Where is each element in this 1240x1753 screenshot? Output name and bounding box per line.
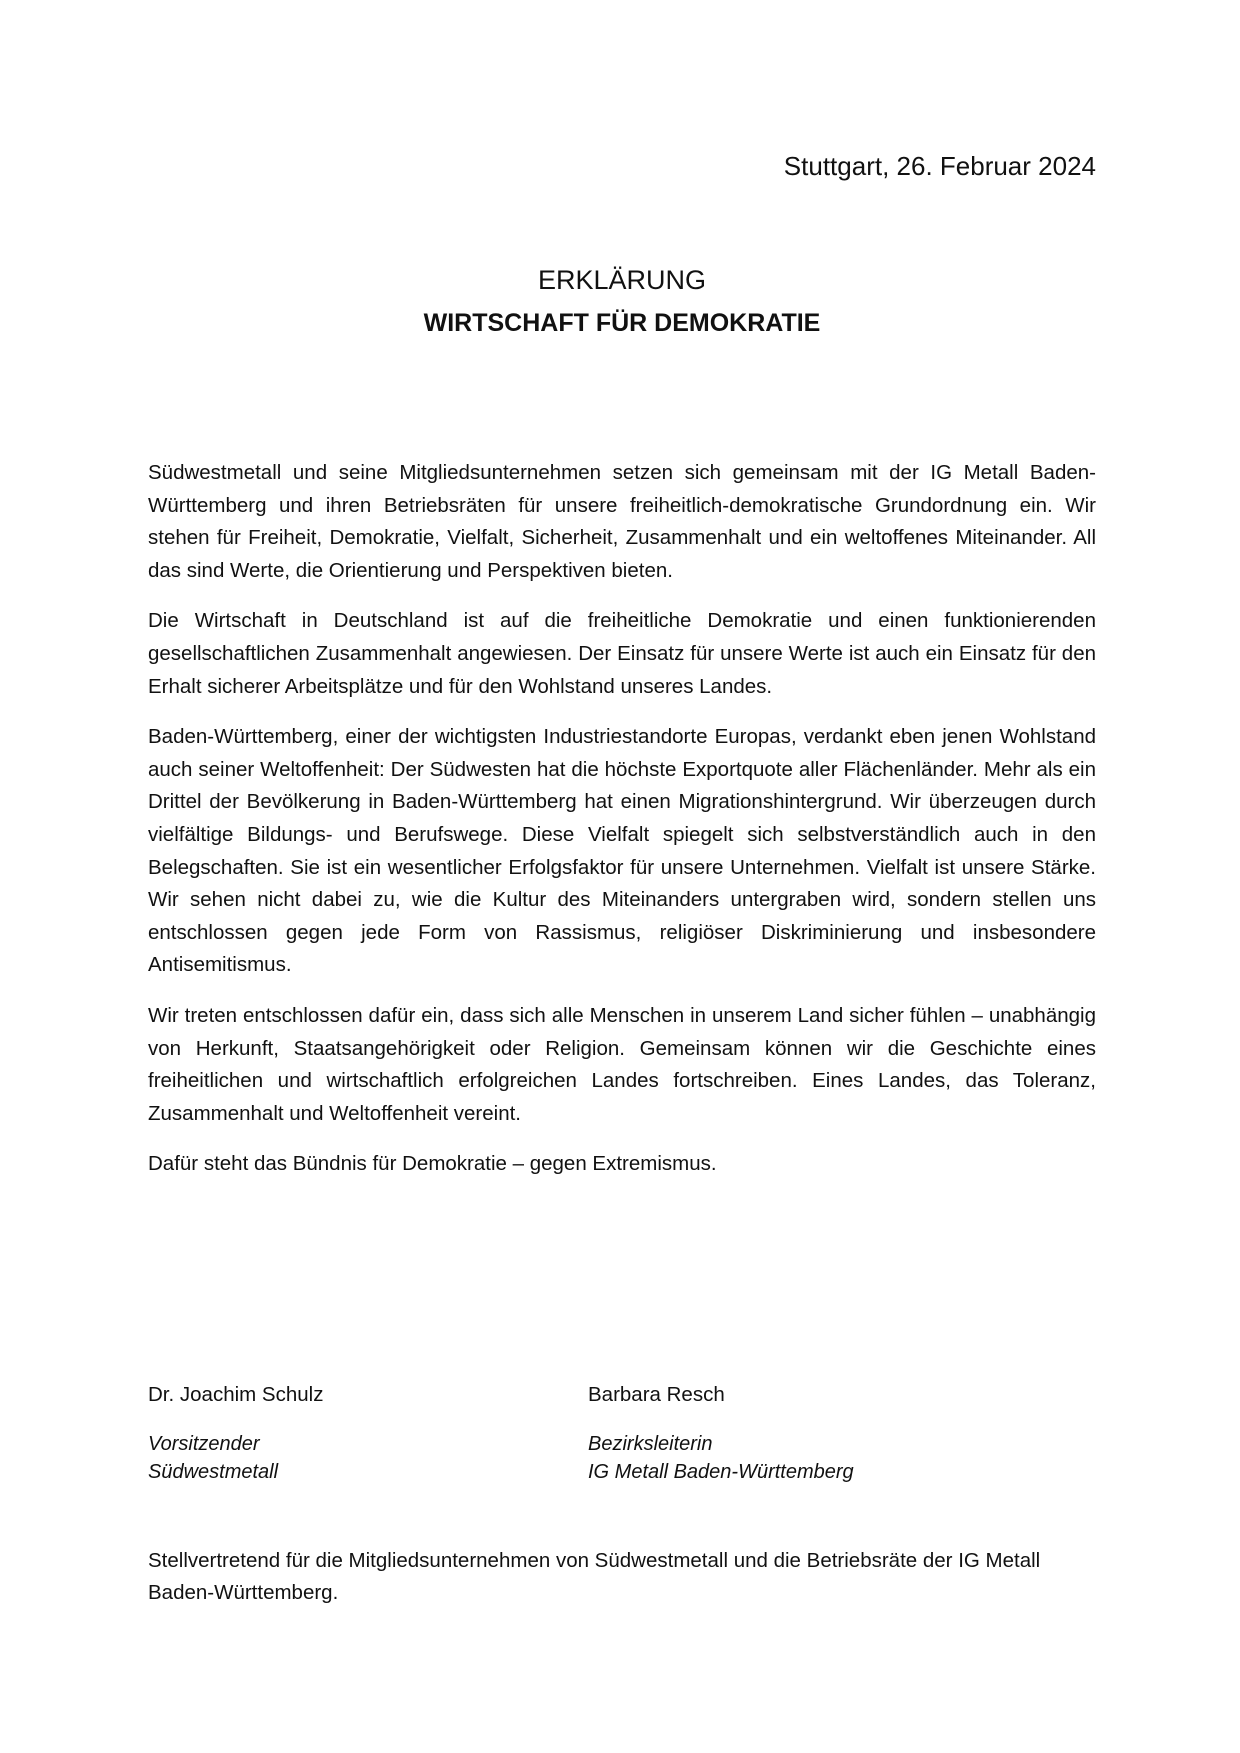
signatory-role: Vorsitzender	[148, 1433, 260, 1455]
body-paragraph: Dafür steht das Bündnis für Demokratie – gegen Extremismus.	[148, 1152, 717, 1176]
document-footer: Stellvertretend für die Mitgliedsunternehmen von Südwestmetall und die Betriebsräte der IG Metall Baden-Württemberg.	[148, 1549, 1041, 1604]
document-body	[148, 457, 1096, 1199]
signatory-left	[148, 1380, 568, 1486]
signatory-organization: IG Metall Baden-Württemberg	[588, 1461, 854, 1483]
signatory-name: Dr. Joachim Schulz	[148, 1383, 324, 1406]
body-paragraph: Wir treten entschlossen dafür ein, dass sich alle Menschen in unserem Land sicher fühlen – unabhängig von Herkunft, Staatsangehörigkeit oder Religion. Gemeinsam können wir die Geschichte eines freiheitlichen und wirtschaftlich erfolgreichen Landes fortschreiben. Eines Landes, das Toleranz, Zusammenhalt und Weltoffenheit vereint.	[148, 1003, 1096, 1125]
signatory-organization: Südwestmetall	[148, 1461, 279, 1483]
document-date: Stuttgart, 26. Februar 2024	[783, 151, 1096, 181]
document-heading-title: WIRTSCHAFT FÜR DEMOKRATIE	[423, 309, 821, 337]
document-heading-kicker: ERKLÄRUNG	[537, 265, 707, 295]
body-paragraph: Südwestmetall und seine Mitgliedsunternehmen setzen sich gemeinsam mit der IG Metall Baden-Württemberg und ihren Betriebsräten für unsere freiheitlich-demokratische Grundordnung ein. Wir stehen für Freiheit, Demokratie, Vielfalt, Sicherheit, Zusammenhalt und ein weltoffenes Miteinander. All das sind Werte, die Orientierung und Perspektiven bieten.	[148, 461, 1096, 582]
signature-block	[148, 1380, 1096, 1500]
signatory-name: Barbara Resch	[588, 1383, 725, 1406]
signatory-role: Bezirksleiterin	[588, 1433, 713, 1455]
body-paragraph: Baden-Württemberg, einer der wichtigsten Industriestandorte Europas, verdankt eben jenen Wohlstand auch seiner Weltoffenheit: Der Südwesten hat die höchste Exportquote aller Flächenländer. Mehr als ein Drittel der Bevölkerung in Baden-Württemberg hat einen Migrationshintergrund. Wir überzeugen durch vielfältige Bildungs- und Berufswege. Diese Vielfalt spiegelt sich selbstverständlich auch in den Belegschaften. Sie ist ein wesentlicher Erfolgsfaktor für unsere Unternehmen. Vielfalt ist unsere Stärke. Wir sehen nicht dabei zu, wie die Kultur des Miteinanders untergraben wird, sondern stellen uns entschlossen gegen jede Form von Rassismus, religiöser Diskriminierung und insbesondere Antisemitismus.	[148, 725, 1096, 977]
body-paragraph: Die Wirtschaft in Deutschland ist auf die freiheitliche Demokratie und einen funktionierenden gesellschaftlichen Zusammenhalt angewiesen. Der Einsatz für unsere Werte ist auch ein Einsatz für den Erhalt sicherer Arbeitsplätze und für den Wohlstand unseres Landes.	[148, 609, 1096, 698]
signatory-right	[588, 1380, 1008, 1486]
